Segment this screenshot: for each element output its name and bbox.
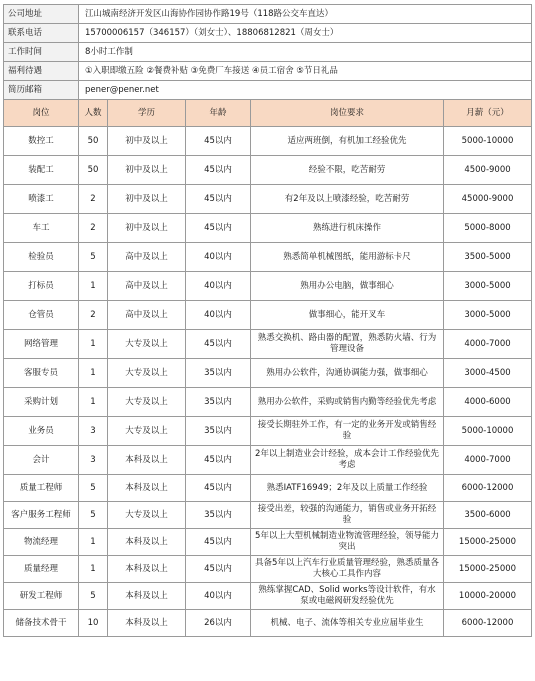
cell-salary: 5000-10000: [444, 417, 532, 446]
cell-position: 客户服务工程师: [4, 502, 79, 529]
recruitment-table: [3, 4, 532, 637]
cell-salary: 15000-25000: [444, 529, 532, 556]
cell-count: 3: [79, 417, 108, 446]
table-row: [4, 301, 532, 330]
cell-requirement: 熟用办公电脑，做事细心: [251, 272, 444, 301]
table-row: [4, 185, 532, 214]
cell-age: 35以内: [186, 388, 251, 417]
cell-education: 本科及以上: [108, 529, 186, 556]
cell-salary: 5000-10000: [444, 127, 532, 156]
cell-salary: 3000-4500: [444, 359, 532, 388]
cell-position: 装配工: [4, 156, 79, 185]
cell-position: 物流经理: [4, 529, 79, 556]
info-row: [4, 81, 532, 100]
cell-age: 35以内: [186, 502, 251, 529]
cell-position: 打标员: [4, 272, 79, 301]
cell-count: 50: [79, 156, 108, 185]
cell-count: 1: [79, 359, 108, 388]
cell-position: 网络管理: [4, 330, 79, 359]
cell-age: 26以内: [186, 610, 251, 637]
table-row: [4, 156, 532, 185]
cell-age: 45以内: [186, 127, 251, 156]
info-row: [4, 5, 532, 24]
header-row: [4, 100, 532, 127]
cell-education: 高中及以上: [108, 301, 186, 330]
cell-salary: 3000-5000: [444, 301, 532, 330]
info-value: pener@pener.net: [79, 81, 532, 100]
info-row: [4, 62, 532, 81]
cell-education: 大专及以上: [108, 502, 186, 529]
cell-age: 40以内: [186, 243, 251, 272]
table-row: [4, 556, 532, 583]
cell-age: 45以内: [186, 214, 251, 243]
table-row: [4, 330, 532, 359]
cell-age: 45以内: [186, 475, 251, 502]
info-label: 福利待遇: [4, 62, 79, 81]
cell-position: 业务员: [4, 417, 79, 446]
cell-requirement: 熟悉简单机械图纸，能用游标卡尺: [251, 243, 444, 272]
cell-count: 1: [79, 388, 108, 417]
cell-count: 10: [79, 610, 108, 637]
cell-education: 大专及以上: [108, 330, 186, 359]
cell-education: 大专及以上: [108, 388, 186, 417]
info-label: 联系电话: [4, 24, 79, 43]
cell-education: 初中及以上: [108, 127, 186, 156]
cell-requirement: 接受长期驻外工作，有一定的业务开发或销售经验: [251, 417, 444, 446]
cell-requirement: 熟用办公软件，沟通协调能力强，做事细心: [251, 359, 444, 388]
info-label: 简历邮箱: [4, 81, 79, 100]
cell-age: 45以内: [186, 556, 251, 583]
cell-age: 35以内: [186, 417, 251, 446]
cell-age: 45以内: [186, 529, 251, 556]
cell-education: 本科及以上: [108, 583, 186, 610]
cell-position: 会计: [4, 446, 79, 475]
cell-count: 50: [79, 127, 108, 156]
cell-requirement: 熟练掌握CAD、Solid works等设计软件，有水泵或电磁阀研发经验优先: [251, 583, 444, 610]
cell-education: 初中及以上: [108, 185, 186, 214]
cell-requirement: 经验不限，吃苦耐劳: [251, 156, 444, 185]
cell-salary: 4000-6000: [444, 388, 532, 417]
cell-salary: 6000-12000: [444, 475, 532, 502]
table-row: [4, 127, 532, 156]
cell-salary: 6000-12000: [444, 610, 532, 637]
header-salary: 月薪（元）: [444, 100, 532, 127]
table-row: [4, 272, 532, 301]
cell-requirement: 具备5年以上汽车行业质量管理经验，熟悉质量各大核心工具作内容: [251, 556, 444, 583]
table-header: [4, 100, 532, 127]
cell-education: 大专及以上: [108, 359, 186, 388]
cell-count: 2: [79, 301, 108, 330]
cell-age: 40以内: [186, 301, 251, 330]
cell-education: 高中及以上: [108, 272, 186, 301]
cell-salary: 45000-9000: [444, 185, 532, 214]
cell-position: 数控工: [4, 127, 79, 156]
cell-requirement: 5年以上大型机械制造业物流管理经验，领导能力突出: [251, 529, 444, 556]
table-row: [4, 610, 532, 637]
cell-count: 1: [79, 330, 108, 359]
cell-education: 初中及以上: [108, 156, 186, 185]
cell-count: 5: [79, 502, 108, 529]
cell-count: 3: [79, 446, 108, 475]
header-position: 岗位: [4, 100, 79, 127]
cell-count: 1: [79, 529, 108, 556]
table-row: [4, 243, 532, 272]
cell-position: 质量工程师: [4, 475, 79, 502]
cell-salary: 15000-25000: [444, 556, 532, 583]
cell-position: 储备技术骨干: [4, 610, 79, 637]
recruitment-sheet: [3, 4, 531, 637]
cell-position: 仓管员: [4, 301, 79, 330]
cell-count: 5: [79, 583, 108, 610]
header-education: 学历: [108, 100, 186, 127]
cell-salary: 3500-6000: [444, 502, 532, 529]
cell-salary: 4500-9000: [444, 156, 532, 185]
table-row: [4, 529, 532, 556]
info-value: 8小时工作制: [79, 43, 532, 62]
cell-position: 客服专员: [4, 359, 79, 388]
cell-age: 45以内: [186, 446, 251, 475]
cell-salary: 4000-7000: [444, 330, 532, 359]
cell-requirement: 接受出差，较强的沟通能力，销售或业务开拓经验: [251, 502, 444, 529]
cell-requirement: 熟练进行机床操作: [251, 214, 444, 243]
header-age: 年龄: [186, 100, 251, 127]
info-label: 工作时间: [4, 43, 79, 62]
cell-requirement: 2年以上制造业会计经验，成本会计工作经验优先考虑: [251, 446, 444, 475]
cell-requirement: 做事细心，能开叉车: [251, 301, 444, 330]
cell-salary: 5000-8000: [444, 214, 532, 243]
cell-education: 本科及以上: [108, 610, 186, 637]
cell-age: 40以内: [186, 583, 251, 610]
cell-age: 45以内: [186, 156, 251, 185]
cell-age: 35以内: [186, 359, 251, 388]
cell-requirement: 有2年及以上喷漆经验，吃苦耐劳: [251, 185, 444, 214]
header-requirement: 岗位要求: [251, 100, 444, 127]
cell-position: 质量经理: [4, 556, 79, 583]
cell-age: 45以内: [186, 185, 251, 214]
cell-position: 喷漆工: [4, 185, 79, 214]
company-info: [4, 5, 532, 100]
cell-count: 5: [79, 475, 108, 502]
table-row: [4, 417, 532, 446]
info-row: [4, 24, 532, 43]
table-row: [4, 583, 532, 610]
cell-count: 2: [79, 185, 108, 214]
cell-requirement: 熟悉IATF16949；2年及以上质量工作经验: [251, 475, 444, 502]
cell-requirement: 熟悉交换机、路由器的配置，熟悉防火墙、行为管理设备: [251, 330, 444, 359]
info-value: 江山城南经济开发区山海协作园协作路19号（118路公交车直达）: [79, 5, 532, 24]
cell-education: 本科及以上: [108, 475, 186, 502]
cell-count: 2: [79, 214, 108, 243]
cell-age: 40以内: [186, 272, 251, 301]
cell-education: 大专及以上: [108, 417, 186, 446]
cell-education: 本科及以上: [108, 446, 186, 475]
cell-education: 本科及以上: [108, 556, 186, 583]
cell-education: 初中及以上: [108, 214, 186, 243]
table-row: [4, 359, 532, 388]
cell-age: 45以内: [186, 330, 251, 359]
info-value: ①入职即缴五险 ②餐费补贴 ③免费厂车接送 ④员工宿舍 ⑤节日礼品: [79, 62, 532, 81]
cell-requirement: 机械、电子、流体等相关专业应届毕业生: [251, 610, 444, 637]
table-row: [4, 214, 532, 243]
cell-position: 研发工程师: [4, 583, 79, 610]
job-list: [4, 127, 532, 637]
cell-salary: 3000-5000: [444, 272, 532, 301]
cell-position: 检验员: [4, 243, 79, 272]
table-row: [4, 475, 532, 502]
info-value: 15700006157（346157）（刘女士）、18806812821（周女士）: [79, 24, 532, 43]
table-row: [4, 446, 532, 475]
cell-position: 采购计划: [4, 388, 79, 417]
table-row: [4, 388, 532, 417]
cell-count: 5: [79, 243, 108, 272]
header-count: 人数: [79, 100, 108, 127]
cell-count: 1: [79, 272, 108, 301]
info-row: [4, 43, 532, 62]
cell-salary: 10000-20000: [444, 583, 532, 610]
cell-education: 高中及以上: [108, 243, 186, 272]
cell-requirement: 熟用办公软件，采购或销售内勤等经验优先考虑: [251, 388, 444, 417]
cell-position: 车工: [4, 214, 79, 243]
table-row: [4, 502, 532, 529]
cell-count: 1: [79, 556, 108, 583]
cell-requirement: 适应两班倒，有机加工经验优先: [251, 127, 444, 156]
cell-salary: 4000-7000: [444, 446, 532, 475]
cell-salary: 3500-5000: [444, 243, 532, 272]
info-label: 公司地址: [4, 5, 79, 24]
